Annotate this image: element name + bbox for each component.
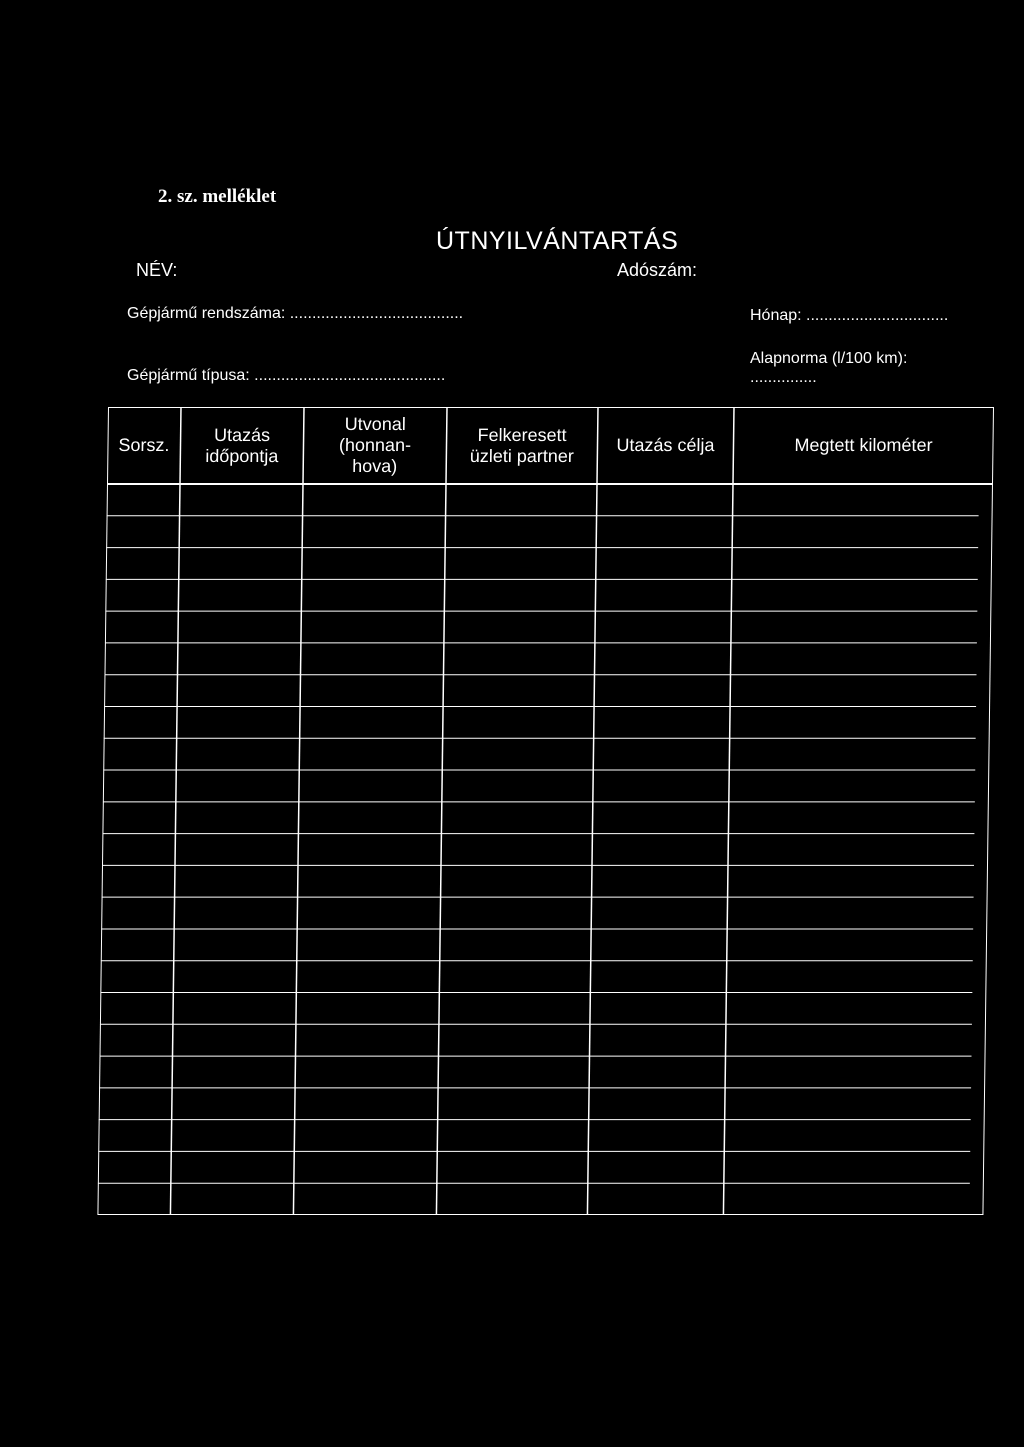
vehicle-type-field[interactable]: Gépjármű típusa: ........................................... (127, 367, 446, 384)
month-field[interactable]: Hónap: ................................ (750, 307, 949, 324)
header-business-partner: Felkeresett üzleti partner (469, 424, 575, 466)
header-trip-date: Utazás időpontja (205, 424, 279, 466)
table-border-left (97, 407, 108, 1215)
column-divider (723, 407, 734, 1215)
column-divider (436, 407, 447, 1215)
header-trip-purpose: Utazás célja (616, 435, 715, 455)
tax-number-label: Adószám: (617, 260, 698, 280)
header-serial: Sorsz. (118, 435, 170, 455)
base-norm-label: Alapnorma (l/100 km): (750, 350, 908, 367)
table-grid (97, 407, 994, 1215)
header-kilometers: Megtett kilométer (794, 435, 933, 455)
column-divider (293, 407, 304, 1215)
base-norm-field[interactable]: ............... (750, 369, 817, 386)
plate-number-field[interactable]: Gépjármű rendszáma: ....................................... (127, 305, 464, 322)
column-divider (170, 407, 181, 1215)
table-border-right (983, 407, 994, 1215)
header-route: Utvonal (honnan- hova) (338, 414, 412, 476)
annex-number: 2. sz. melléklet (158, 186, 277, 207)
name-label: NÉV: (136, 260, 178, 280)
column-divider (587, 407, 598, 1215)
document-title: ÚTNYILVÁNTARTÁS (436, 227, 679, 255)
trip-log-table (97, 407, 994, 1215)
